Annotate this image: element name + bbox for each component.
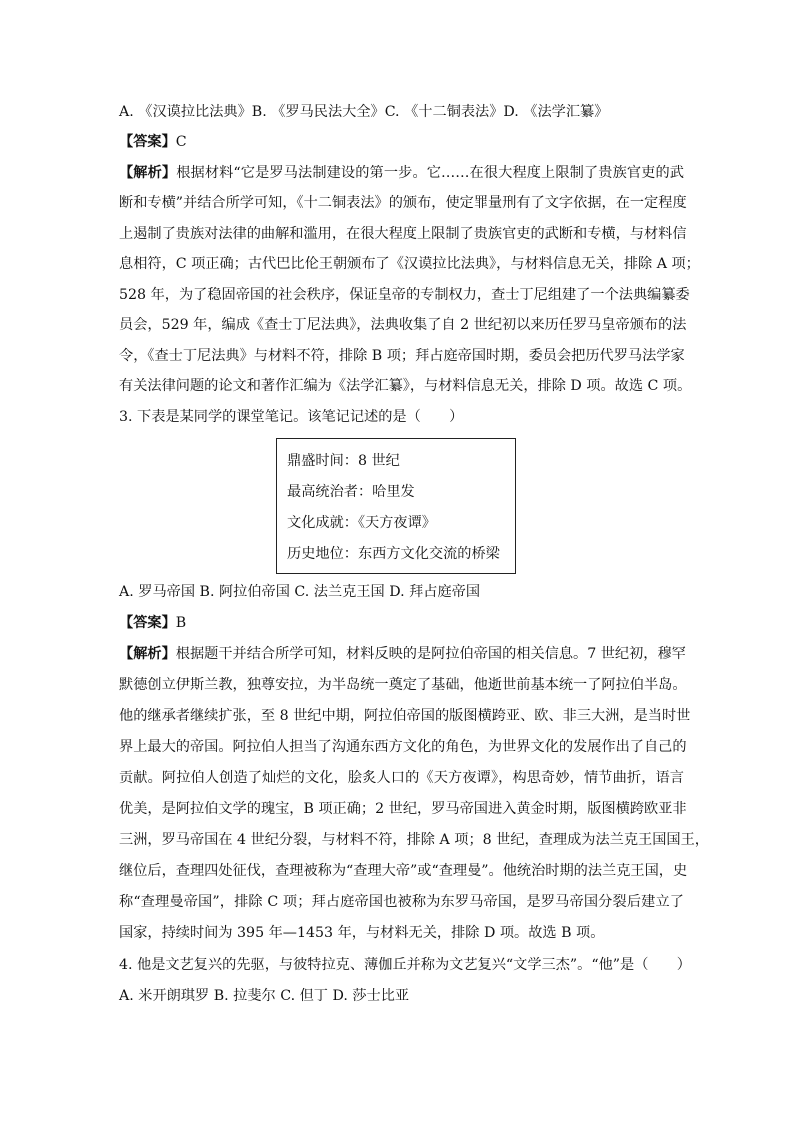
q2-analysis-line: 有关法律问题的论文和著作汇编为《法学汇纂》，与材料信息无关，排除 D 项。故选 C 项。 — [119, 378, 692, 394]
notes-row: 文化成就：《天方夜谭》 — [287, 515, 436, 531]
q2-analysis-line: 断和专横”并结合所学可知，《十二铜表法》的颁布，使定罪量刑有了文字依据，在一定程度 — [119, 195, 687, 211]
q2-analysis-line: 息相符，C 项正确；古代巴比伦王朝颁布了《汉谟拉比法典》，与材料信息无关，排除 A 项； — [119, 256, 700, 272]
q2-analysis-line: 令，《查士丁尼法典》与材料不符，排除 B 项；拜占庭帝国时期，委员会把历代罗马法学家 — [119, 348, 685, 364]
analysis-tag: 【解析】 — [119, 165, 177, 181]
q3-analysis-line: 【解析】根据题干并结合所学可知，材料反映的是阿拉伯帝国的相关信息。7 世纪初，穆罕 — [119, 646, 686, 662]
answer-tag: 【答案】 — [119, 134, 176, 150]
answer-tag: 【答案】 — [119, 615, 176, 631]
q4-options: A. 米开朗琪罗 B. 拉斐尔 C. 但丁 D. 莎士比亚 — [119, 988, 410, 1004]
notes-row: 最高统治者：哈里发 — [287, 484, 415, 500]
q4-stem: 4. 他是文艺复兴的先驱，与彼特拉克、薄伽丘并称为文艺复兴“文学三杰”。“他”是（ ） — [119, 957, 691, 973]
q3-analysis-line: 国家，持续时间为 395 年—1453 年，与材料无关，排除 D 项。故选 B 项。 — [119, 925, 605, 941]
notes-table — [276, 438, 516, 574]
q3-analysis-line: 称“查理曼帝国”，排除 C 项；拜占庭帝国也被称为东罗马帝国，是罗马帝国分裂后建立了 — [119, 894, 684, 910]
q3-stem: 3. 下表是某同学的课堂笔记。该笔记记述的是（ ） — [119, 409, 464, 425]
q2-analysis-line: 【解析】根据材料“它是罗马法制建设的第一步。它……在很大程度上限制了贵族官吏的武 — [119, 165, 684, 181]
q3-analysis-line: 界上最大的帝国。阿拉伯人担当了沟通东西方文化的角色，为世界文化的发展作出了自己的 — [119, 739, 687, 755]
answer-value: B — [175, 615, 187, 631]
q2-answer — [119, 132, 684, 152]
q2-options: A. 《汉谟拉比法典》B. 《罗马民法大全》C. 《十二铜表法》D. 《法学汇纂》 — [119, 104, 609, 120]
q2-analysis-line: 员会，529 年，编成《查士丁尼法典》，法典收集了自 2 世纪初以来历任罗马皇帝颁布的法 — [119, 317, 687, 333]
q2-analysis-line: 上遏制了贵族对法律的曲解和滥用，在很大程度上限制了贵族官吏的武断和专横，与材料信 — [119, 226, 687, 242]
q3-analysis-line: 继位后，查理四处征伐，查理被称为“查理大帝”或“查理曼”。他统治时期的法兰克王国，史 — [119, 863, 688, 879]
q3-options: A. 罗马帝国 B. 阿拉伯帝国 C. 法兰克王国 D. 拜占庭帝国 — [119, 584, 481, 600]
q3-analysis-line: 贡献。阿拉伯人创造了灿烂的文化，脍炙人口的《天方夜谭》，构思奇妙，情节曲折，语言 — [119, 770, 684, 786]
answer-value: C — [175, 134, 187, 150]
notes-row: 历史地位：东西方文化交流的桥梁 — [287, 546, 500, 562]
q2-analysis-line: 528 年，为了稳固帝国的社会秩序，保证皇帝的专制权力，查士丁尼组建了一个法典编纂委 — [119, 287, 690, 303]
notes-row: 鼎盛时间：8 世纪 — [287, 453, 400, 469]
q3-analysis-line: 优美，是阿拉伯文学的瑰宝，B 项正确；2 世纪，罗马帝国进入黄金时期，版图横跨欧亚非 — [119, 801, 687, 817]
analysis-tag: 【解析】 — [119, 646, 176, 662]
q3-answer — [119, 613, 684, 633]
q3-analysis-line: 默德创立伊斯兰教，独尊安拉，为半岛统一奠定了基础，他逝世前基本统一了阿拉伯半岛。 — [119, 677, 687, 693]
q3-analysis-line: 三洲，罗马帝国在 4 世纪分裂，与材料不符，排除 A 项；8 世纪，查理成为法兰克王国国王， — [119, 832, 709, 848]
q3-analysis-line: 他的继承者继续扩张，至 8 世纪中期，阿拉伯帝国的版图横跨亚、欧、非三大洲，是当时世 — [119, 708, 691, 724]
